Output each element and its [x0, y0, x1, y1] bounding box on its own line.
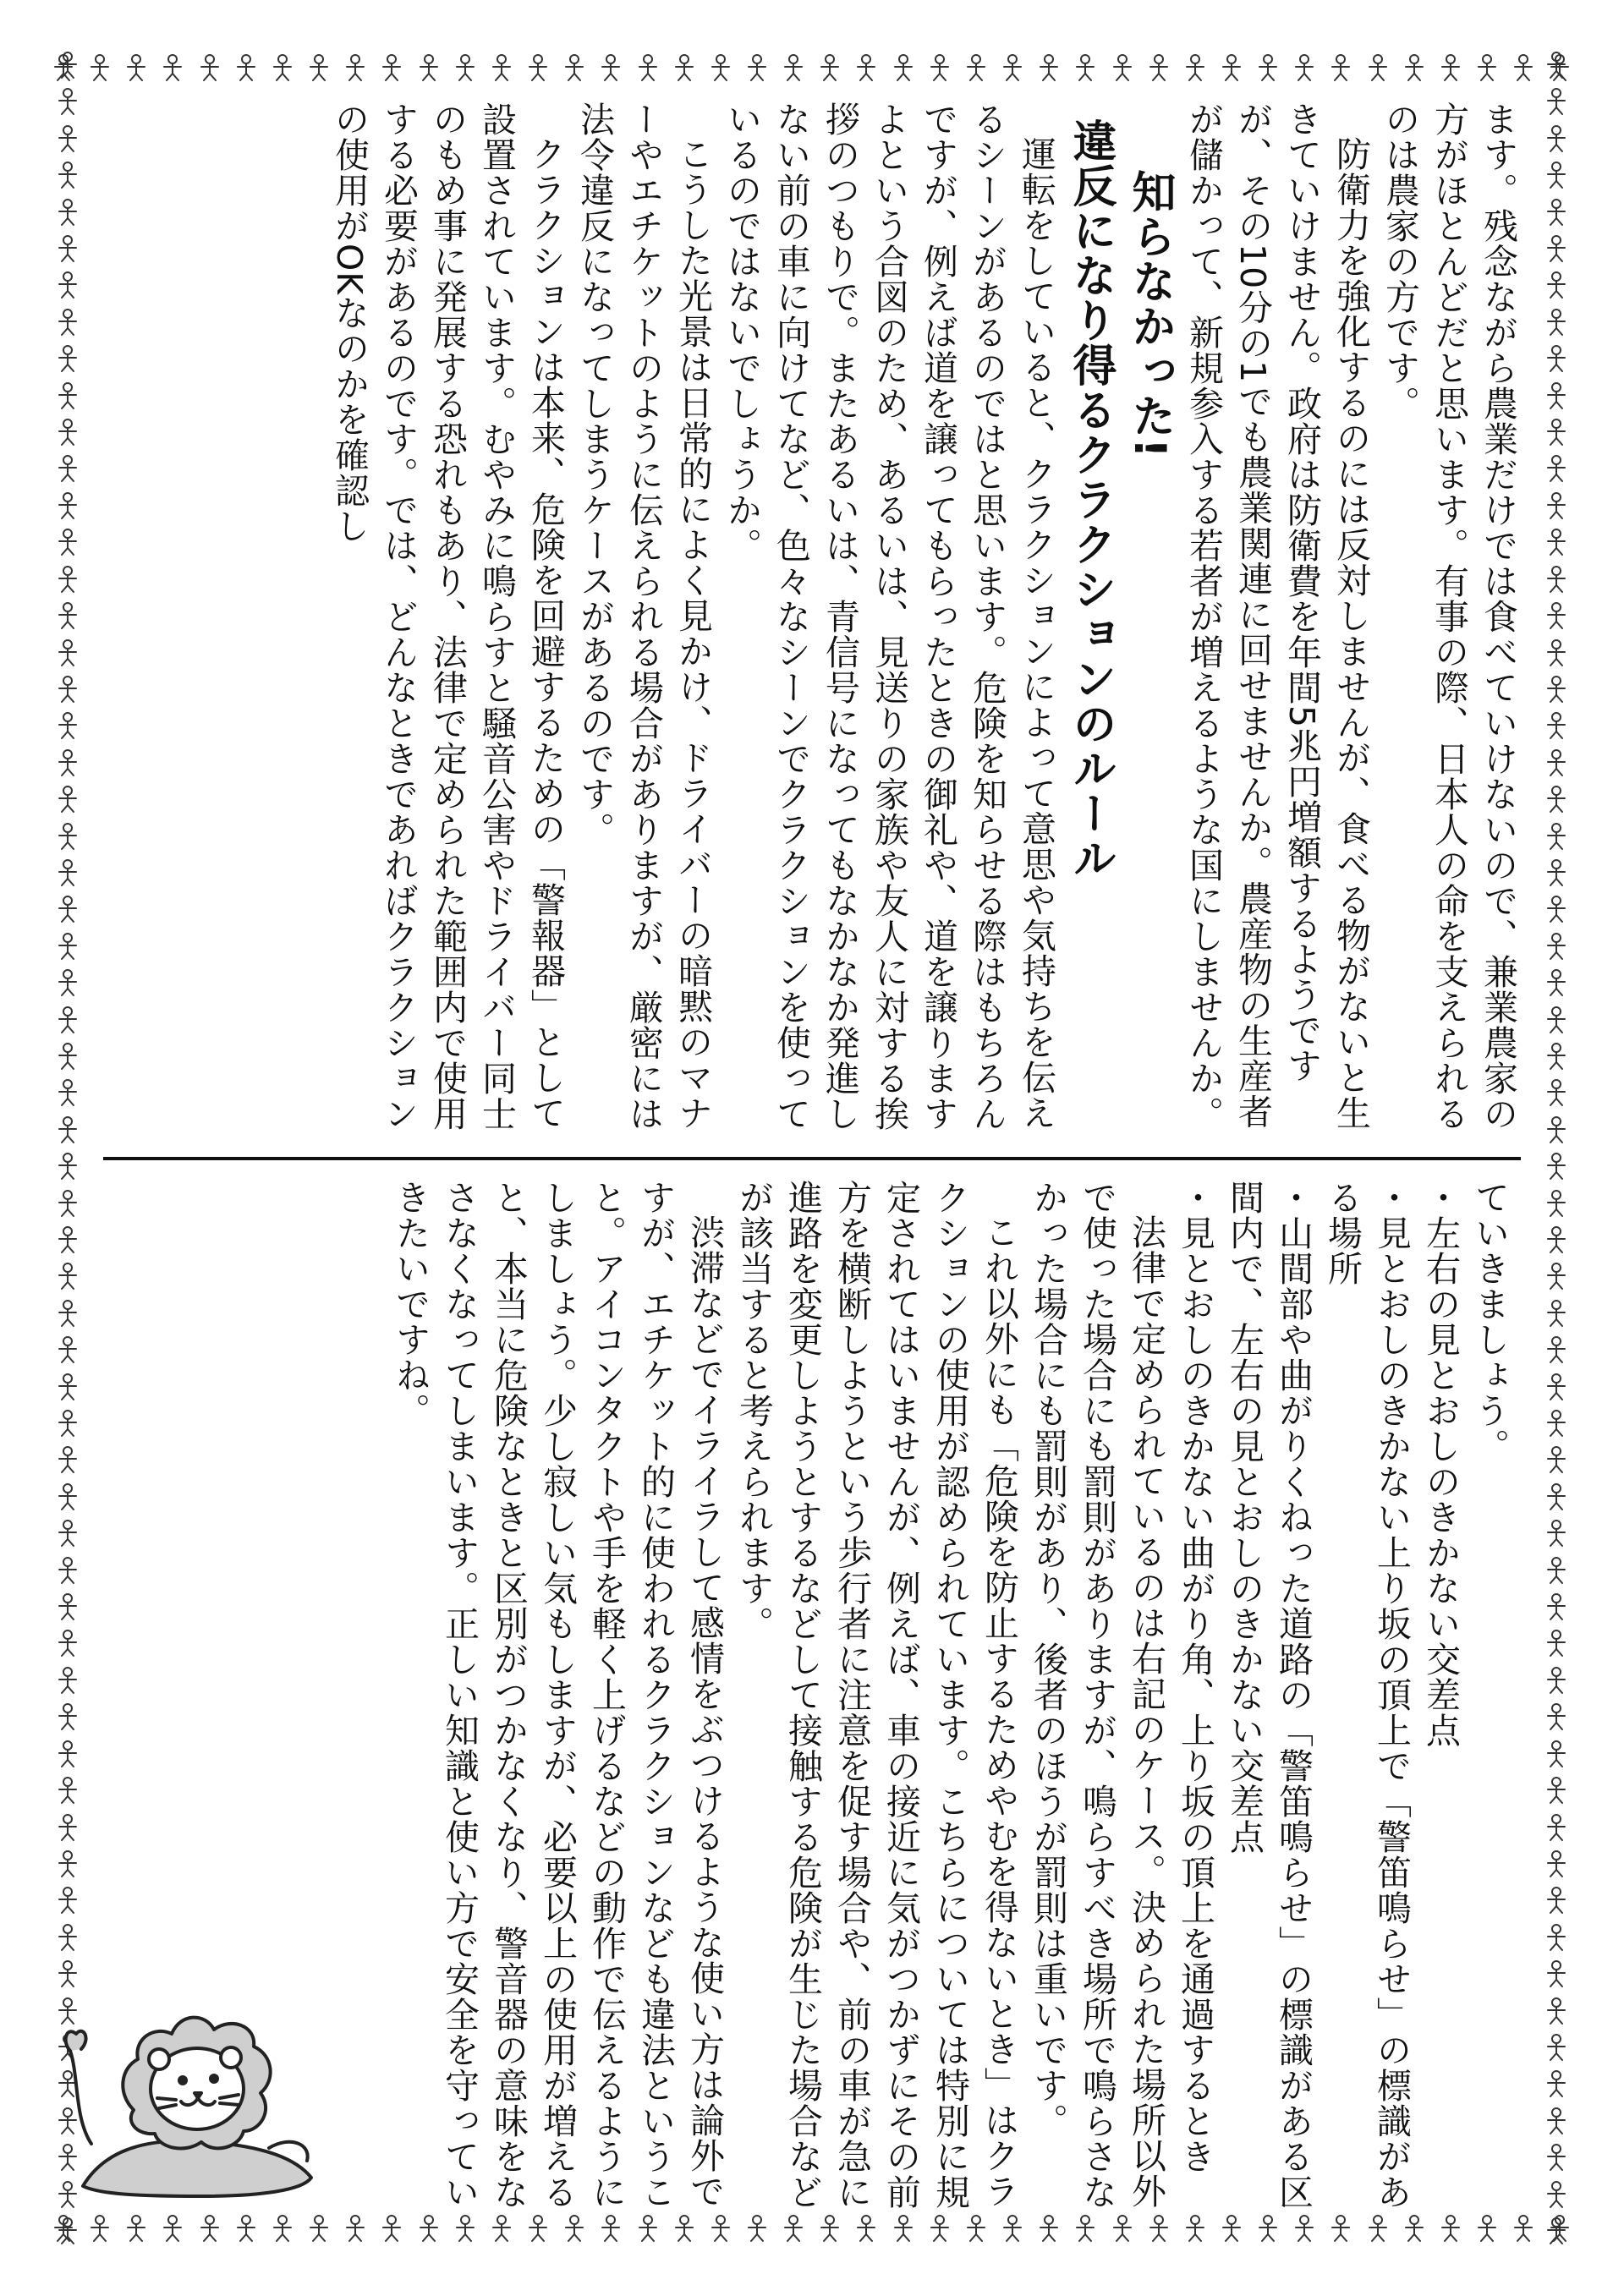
person-icon: [1474, 2214, 1500, 2243]
person-icon: [672, 2214, 697, 2243]
person-icon: [55, 51, 80, 79]
person-icon: [1544, 1923, 1569, 1952]
person-icon: [1511, 53, 1536, 82]
person-icon: [55, 1373, 80, 1401]
person-icon: [55, 491, 80, 520]
person-icon: [1544, 1666, 1569, 1695]
person-icon: [1544, 1702, 1569, 1731]
person-icon: [270, 53, 295, 82]
person-icon: [55, 601, 80, 630]
person-icon: [1402, 53, 1427, 82]
person-icon: [1511, 2214, 1536, 2243]
person-icon: [306, 2214, 332, 2243]
person-icon: [1000, 2214, 1025, 2243]
person-icon: [1402, 2214, 1427, 2243]
person-icon: [55, 932, 80, 961]
person-icon: [1544, 1740, 1569, 1768]
person-icon: [55, 1886, 80, 1915]
person-icon: [1110, 2214, 1135, 2243]
person-icon: [1292, 53, 1317, 82]
person-icon: [1544, 381, 1569, 410]
person-icon: [1544, 711, 1569, 740]
person-icon: [1544, 932, 1569, 961]
person-icon: [1544, 1225, 1569, 1254]
person-icon: [1544, 565, 1569, 594]
person-icon: [55, 1262, 80, 1290]
person-icon: [1544, 124, 1569, 153]
paragraph: 防衛力を強化するのには反対しませんが、食べる物がないと生きていけません。政府は防衛費を年間5兆円増額するようですが、その10分の1でも農業関連に回せませんか。農産物の生産者が儲かって、新規参入する若者が増えるような国にしませんか。: [1183, 101, 1371, 1132]
person-icon: [1292, 2214, 1317, 2243]
person-icon: [853, 2214, 879, 2243]
person-icon: [1544, 2033, 1569, 2062]
article-bottom-column: [169, 1180, 1514, 2211]
person-icon: [55, 161, 80, 189]
article-heading-line-2: 違反になり得るクラクションのルール: [1065, 118, 1116, 880]
article-top-column: [102, 101, 1522, 1137]
person-icon: [1544, 748, 1569, 777]
person-icon: [708, 2214, 733, 2243]
person-icon: [1365, 53, 1391, 82]
person-icon: [55, 308, 80, 337]
person-icon: [55, 822, 80, 851]
person-icon: [1544, 895, 1569, 923]
person-icon: [55, 1776, 80, 1805]
person-icon: [55, 1849, 80, 1878]
bullet-item: ・見とおしのきかない上り坂の頂上で「警笛鳴らせ」の標識がある場所: [1322, 1180, 1412, 2210]
person-icon: [55, 1482, 80, 1511]
person-icon: [1544, 1776, 1569, 1805]
person-icon: [55, 1299, 80, 1328]
person-icon: [927, 2214, 952, 2243]
person-icon: [1544, 271, 1569, 299]
person-icon: [1544, 308, 1569, 337]
person-icon: [379, 53, 404, 82]
person-icon: [233, 53, 259, 82]
person-icon: [55, 1813, 80, 1842]
person-icon: [55, 1923, 80, 1952]
person-icon: [963, 53, 989, 82]
person-icon: [1073, 2214, 1098, 2243]
person-icon: [55, 234, 80, 263]
person-icon: [1000, 53, 1025, 82]
person-icon: [1544, 2143, 1569, 2172]
bullet-item: ・山間部や曲がりくねった道路の「警笛鳴らせ」の標識がある区間内で、左右の見とおしのきかない交差点: [1224, 1180, 1314, 2210]
person-icon: [525, 53, 551, 82]
bullet-item: ・左右の見とおしのきかない交差点: [1420, 1180, 1461, 1748]
person-icon: [233, 2214, 259, 2243]
decorative-border-right: [1536, 51, 1577, 2245]
person-icon: [87, 2214, 112, 2243]
person-icon: [489, 2214, 514, 2243]
paragraph: 法律で定められているのは右記のケース。決められた場所以外で使った場合にも罰則がありますが、鳴らすべき場所で鳴らさなかった場合にも罰則があり、後者のほうが罰則は重いです。: [1028, 1180, 1166, 2210]
paragraph: こうした光景は日常的によく見かけ、ドライバーの暗黙のマナーやエチケットのように伝えられる場合がありますが、厳密には法令違反になってしまうケースがあるのです。: [574, 101, 713, 1132]
person-icon: [1544, 1519, 1569, 1548]
person-icon: [1544, 1262, 1569, 1290]
person-icon: [55, 2217, 80, 2245]
person-icon: [1544, 638, 1569, 667]
person-icon: [562, 53, 587, 82]
person-icon: [927, 53, 952, 82]
person-icon: [1182, 2214, 1208, 2243]
person-icon: [55, 1702, 80, 1731]
section-divider: [103, 1157, 1521, 1160]
person-icon: [781, 53, 806, 82]
person-icon: [55, 1115, 80, 1144]
person-icon: [1544, 675, 1569, 704]
person-icon: [562, 2214, 587, 2243]
person-icon: [1544, 234, 1569, 263]
person-icon: [1544, 491, 1569, 520]
person-icon: [55, 638, 80, 667]
person-icon: [1073, 53, 1098, 82]
person-icon: [1146, 53, 1171, 82]
person-icon: [1544, 454, 1569, 483]
person-icon: [489, 53, 514, 82]
person-icon: [55, 124, 80, 153]
person-icon: [1146, 2214, 1171, 2243]
person-icon: [55, 1519, 80, 1548]
person-icon: [598, 53, 623, 82]
person-icon: [55, 198, 80, 227]
person-icon: [891, 53, 916, 82]
paragraph: クラクションは本来、危険を回避するための「警報器」として設置されています。むやみに鳴らすと騒音公害やドライバー同士のもめ事に発展する恐れもあり、法律で定められた範囲内で使用する必要があるのです。では、どんなときであればクラクションの使用がOKなのかを確認し: [329, 101, 566, 1132]
person-icon: [55, 1666, 80, 1695]
person-icon: [1544, 344, 1569, 373]
person-icon: [123, 2214, 149, 2243]
person-icon: [1544, 2217, 1569, 2245]
person-icon: [1365, 2214, 1391, 2243]
person-icon: [1255, 53, 1281, 82]
person-icon: [160, 53, 185, 82]
person-icon: [1328, 53, 1353, 82]
person-icon: [55, 1078, 80, 1107]
bullet-item: ・見とおしのきかない曲がり角、上り坂の頂上を通過するとき: [1175, 1180, 1215, 2174]
person-icon: [1544, 1373, 1569, 1401]
lion-icon: [58, 1975, 328, 2203]
paragraph: ます。残念ながら農業だけでは食べていけないので、兼業農家の方がほとんどだと思います。有事の際、日本人の命を支えられるのは農家の方です。: [1380, 101, 1518, 1132]
person-icon: [55, 454, 80, 483]
person-icon: [1544, 1849, 1569, 1878]
person-icon: [817, 53, 842, 82]
person-icon: [635, 2214, 661, 2243]
person-icon: [416, 53, 442, 82]
person-icon: [1544, 968, 1569, 997]
person-icon: [1219, 2214, 1244, 2243]
person-icon: [744, 53, 770, 82]
person-icon: [87, 53, 112, 82]
person-icon: [1544, 198, 1569, 227]
person-icon: [1544, 858, 1569, 887]
person-icon: [1544, 1335, 1569, 1364]
person-icon: [55, 1042, 80, 1071]
person-icon: [123, 53, 149, 82]
person-icon: [1544, 1409, 1569, 1438]
person-icon: [1438, 53, 1463, 82]
person-icon: [55, 1225, 80, 1254]
person-icon: [1036, 2214, 1062, 2243]
person-icon: [379, 2214, 404, 2243]
decorative-border-left: [47, 51, 88, 2245]
person-icon: [1110, 53, 1135, 82]
person-icon: [55, 565, 80, 594]
paragraph: これ以外にも「危険を防止するためやむを得ないとき」はクラクションの使用が認められています。こちらについては特別に規定されてはいませんが、例えば、車の接近に気がつかずにその前方を横断しようという歩行者に注意を促す場合や、前の車が急に進路を変更しようとするなどして接触する危険が生じた場合などが該当すると考えられます。: [733, 1180, 1019, 2210]
person-icon: [1544, 1629, 1569, 1658]
person-icon: [1544, 1189, 1569, 1218]
person-icon: [1544, 1078, 1569, 1107]
person-icon: [1544, 2180, 1569, 2209]
person-icon: [55, 895, 80, 923]
person-icon: [1544, 528, 1569, 556]
person-icon: [1036, 53, 1062, 82]
person-icon: [55, 748, 80, 777]
person-icon: [55, 1592, 80, 1621]
person-icon: [55, 1189, 80, 1218]
person-icon: [197, 53, 222, 82]
person-icon: [55, 528, 80, 556]
person-icon: [55, 271, 80, 299]
person-icon: [160, 2214, 185, 2243]
person-icon: [744, 2214, 770, 2243]
person-icon: [781, 2214, 806, 2243]
person-icon: [55, 1740, 80, 1768]
person-icon: [55, 675, 80, 704]
person-icon: [453, 2214, 478, 2243]
person-icon: [853, 53, 879, 82]
person-icon: [1544, 2107, 1569, 2135]
person-icon: [55, 711, 80, 740]
person-icon: [55, 1409, 80, 1438]
person-icon: [306, 53, 332, 82]
person-icon: [1544, 1813, 1569, 1842]
person-icon: [1544, 1152, 1569, 1181]
person-icon: [55, 1152, 80, 1181]
person-icon: [55, 1629, 80, 1658]
person-icon: [1544, 418, 1569, 447]
person-icon: [55, 968, 80, 997]
person-icon: [1544, 1006, 1569, 1034]
paragraph: ていきましょう。: [1469, 1180, 1510, 1464]
person-icon: [708, 53, 733, 82]
person-icon: [343, 53, 368, 82]
person-icon: [1544, 822, 1569, 851]
paragraph: 運転をしていると、クラクションによって意思や気持ちを伝えるシーンがあるのではと思います。危険を知らせる際はもちろんですが、例えば道を譲ってもらったときの御礼や、道を譲りますよという合図のため、あるいは、見送りの家族や友人に対する挨拶のつもりで。またあるいは、青信号になってもなかなか発進しない前の車に向けてなど、色々なシーンでクラクションを使っているのではないでしょうか。: [721, 101, 1056, 1132]
person-icon: [55, 785, 80, 814]
person-icon: [598, 2214, 623, 2243]
person-icon: [55, 858, 80, 887]
person-icon: [55, 344, 80, 373]
person-icon: [1544, 1445, 1569, 1474]
person-icon: [55, 1335, 80, 1364]
decorative-border-top: [51, 47, 1573, 88]
person-icon: [55, 381, 80, 410]
person-icon: [817, 2214, 842, 2243]
decorative-border-bottom: [51, 2208, 1573, 2249]
person-icon: [1255, 2214, 1281, 2243]
person-icon: [416, 2214, 442, 2243]
person-icon: [1219, 53, 1244, 82]
person-icon: [1544, 1042, 1569, 1071]
person-icon: [1544, 1556, 1569, 1585]
person-icon: [1544, 161, 1569, 189]
person-icon: [525, 2214, 551, 2243]
person-icon: [1544, 87, 1569, 116]
person-icon: [672, 53, 697, 82]
person-icon: [635, 53, 661, 82]
person-icon: [1474, 53, 1500, 82]
person-icon: [1544, 601, 1569, 630]
person-icon: [1544, 1592, 1569, 1621]
person-icon: [1544, 785, 1569, 814]
person-icon: [1328, 2214, 1353, 2243]
person-icon: [1544, 1886, 1569, 1915]
person-icon: [453, 53, 478, 82]
person-icon: [963, 2214, 989, 2243]
person-icon: [1438, 2214, 1463, 2243]
person-icon: [55, 1556, 80, 1585]
person-icon: [1182, 53, 1208, 82]
person-icon: [1544, 2069, 1569, 2098]
person-icon: [197, 2214, 222, 2243]
article-heading-line-1: 知らなかった!: [1124, 169, 1175, 459]
person-icon: [55, 418, 80, 447]
person-icon: [55, 87, 80, 116]
paragraph: 渋滞などでイライラして感情をぶつけるような使い方は論外ですが、エチケット的に使われるクラクションなども違法ということ。アイコンタクトや手を軽く上げるなどの動作で伝えるようにしましょう。少し寂しい気もしますが、必要以上の使用が増えると、本当に危険なときと区別がつかなくなり、警音器の意味をなさなくなってしまいます。正しい知識と使い方で安全を守っていきたいですね。: [390, 1180, 725, 2210]
person-icon: [270, 2214, 295, 2243]
person-icon: [55, 1006, 80, 1034]
person-icon: [343, 2214, 368, 2243]
person-icon: [1544, 1482, 1569, 1511]
person-icon: [1544, 1299, 1569, 1328]
person-icon: [1544, 1959, 1569, 1988]
person-icon: [1544, 1115, 1569, 1144]
person-icon: [891, 2214, 916, 2243]
person-icon: [55, 1445, 80, 1474]
person-icon: [1544, 51, 1569, 79]
person-icon: [1544, 1997, 1569, 2025]
